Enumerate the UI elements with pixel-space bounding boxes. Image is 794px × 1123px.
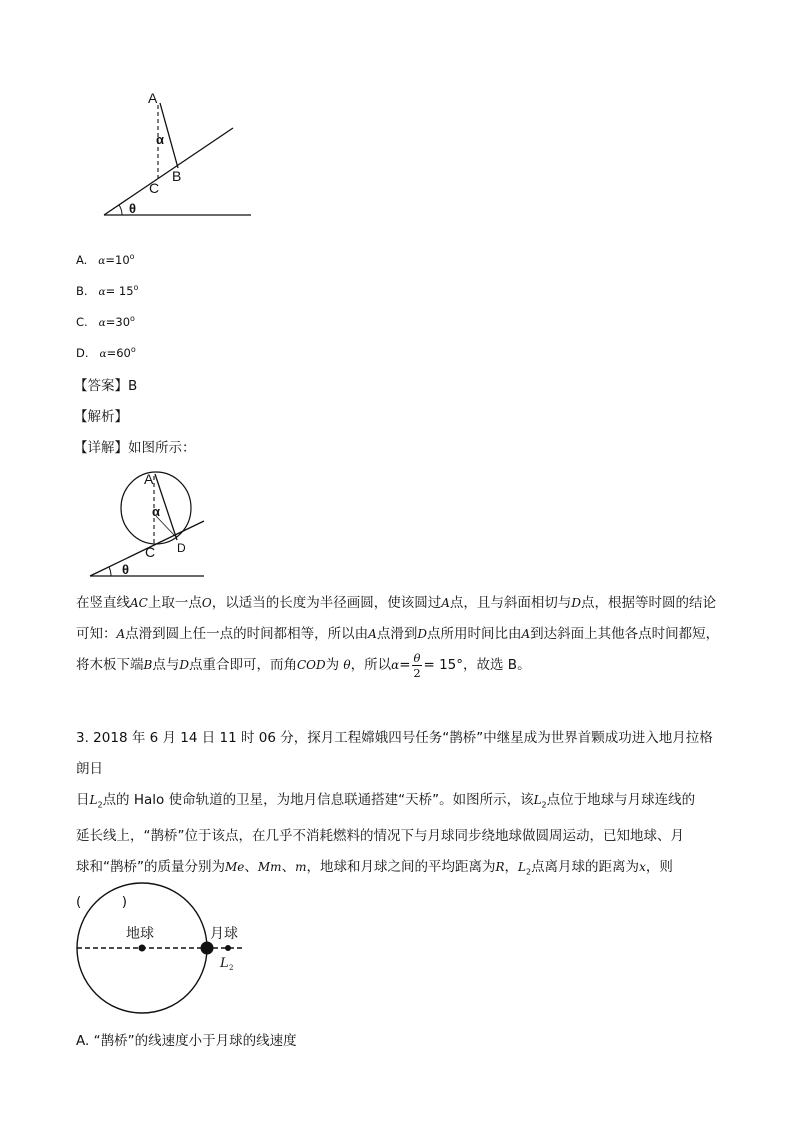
var-r: R xyxy=(495,859,505,874)
text: 到达斜面上其他各点时间都短，将木板下端 xyxy=(76,626,720,673)
option-value: =60 xyxy=(106,346,131,360)
text: 延长线上，“鹊桥”位于该点，在几乎不消耗燃料的情况下与月球同步绕地球做圆周运动，已知地球、月 xyxy=(76,827,684,844)
earth-label: 地球 xyxy=(126,926,154,942)
var-cod: COD xyxy=(296,658,326,672)
option-value: =10 xyxy=(105,253,130,267)
var-a: A xyxy=(521,627,531,641)
option-letter: C. xyxy=(76,315,88,329)
equals-sign: = xyxy=(399,657,411,673)
detail-heading: 【详解】如图所示： xyxy=(74,440,196,456)
var-d: D xyxy=(571,596,581,610)
text: 点所用时间比由 xyxy=(426,626,522,642)
option-symbol: α xyxy=(99,348,107,360)
text: 点与 xyxy=(152,657,180,673)
var-a: A xyxy=(116,627,126,641)
option-value: =30 xyxy=(105,315,131,329)
text: 点滑到 xyxy=(376,626,418,642)
label-b: B xyxy=(172,168,182,184)
text: ，地球和月球之间的平均距离为 xyxy=(306,858,496,875)
text: 3. 2018 年 6 月 14 日 11 时 06 分，探月工程嫦娥四号任务“鹊桥”中继星成为世界首颗成功进入地月拉格朗日 xyxy=(76,730,713,777)
var-ac: AC xyxy=(130,596,148,610)
option-symbol: α xyxy=(98,317,106,329)
text: ， xyxy=(504,858,518,875)
label-c: C xyxy=(145,544,156,560)
text: 点位于地球与月球连线的 xyxy=(546,792,696,808)
label-d: D xyxy=(177,541,186,555)
text: ，则 xyxy=(645,858,673,875)
text: ，所以 xyxy=(350,657,392,673)
var-o: O xyxy=(201,596,212,610)
fraction-denominator: 2 xyxy=(413,665,421,680)
option-degree: o xyxy=(133,283,139,292)
var-mm: Mm xyxy=(257,859,282,874)
var-l2: L xyxy=(89,793,98,807)
option-degree: o xyxy=(130,314,135,323)
answer-line: 【答案】B xyxy=(74,378,138,394)
option-letter: A. xyxy=(76,253,88,267)
l2-label: L xyxy=(220,956,229,971)
text: 为 xyxy=(325,657,344,673)
label-alpha: α xyxy=(156,132,164,147)
var-alpha: α xyxy=(391,658,400,672)
label-theta: θ xyxy=(122,562,130,577)
text: 上取一点 xyxy=(147,595,202,611)
label-c: C xyxy=(149,180,160,196)
text: 点，根据等时圆的结论可知： xyxy=(76,595,716,642)
text: 点重合即可，而角 xyxy=(188,657,297,673)
text: 、 xyxy=(244,858,258,875)
text: 日 xyxy=(76,792,90,808)
l2-subscript: 2 xyxy=(229,964,234,972)
option-letter: B. xyxy=(76,284,88,298)
text: ，以适当的长度为半径画圆，使该圆过 xyxy=(211,595,442,611)
text: 球和“鹊桥”的质量分别为 xyxy=(76,858,225,875)
text: 点离月球的距离为 xyxy=(531,858,640,875)
moon-label: 月球 xyxy=(210,926,238,942)
text: = 15°，故选 B。 xyxy=(423,657,531,673)
earth-dot xyxy=(139,945,146,952)
analysis-heading: 【解析】 xyxy=(74,409,128,425)
moon-dot xyxy=(201,942,214,955)
var-b: B xyxy=(143,658,153,672)
var-me: Me xyxy=(225,859,245,874)
var-x: x xyxy=(639,859,646,874)
label-theta: θ xyxy=(129,201,137,216)
subscript: 2 xyxy=(97,800,103,810)
option-value: = 15 xyxy=(105,284,134,298)
label-a: A xyxy=(144,471,154,487)
subscript: 2 xyxy=(541,800,547,810)
option-symbol: α xyxy=(98,286,106,298)
text: 点的 Halo 使命轨道的卫星，为地月信息联通搭建“天桥”。如图所示，该 xyxy=(102,792,534,808)
text: 点滑到圆上任一点的时间都相等，所以由 xyxy=(125,626,369,642)
var-m: m xyxy=(295,859,307,874)
var-l2: L xyxy=(518,859,526,874)
option-3a: A. “鹊桥”的线速度小于月球的线速度 xyxy=(76,1033,297,1049)
label-a: A xyxy=(148,90,158,106)
text: 、 xyxy=(281,858,296,875)
option-degree: o xyxy=(130,345,136,354)
text: 点，且与斜面相切与 xyxy=(449,595,572,611)
var-theta: θ xyxy=(343,658,351,672)
option-symbol: α xyxy=(98,255,106,267)
l2-dot xyxy=(225,945,231,951)
subscript: 2 xyxy=(525,867,532,877)
option-degree: o xyxy=(129,252,135,261)
fraction-numerator: θ xyxy=(413,650,421,665)
var-d: D xyxy=(179,658,189,672)
answer-paren: ( ) xyxy=(76,894,128,911)
var-a: A xyxy=(368,627,377,641)
option-letter: D. xyxy=(76,346,89,360)
var-d: D xyxy=(417,627,427,641)
var-l2: L xyxy=(533,793,542,807)
var-a: A xyxy=(441,596,450,610)
text: 在竖直线 xyxy=(76,595,130,611)
label-alpha: α xyxy=(152,504,160,519)
